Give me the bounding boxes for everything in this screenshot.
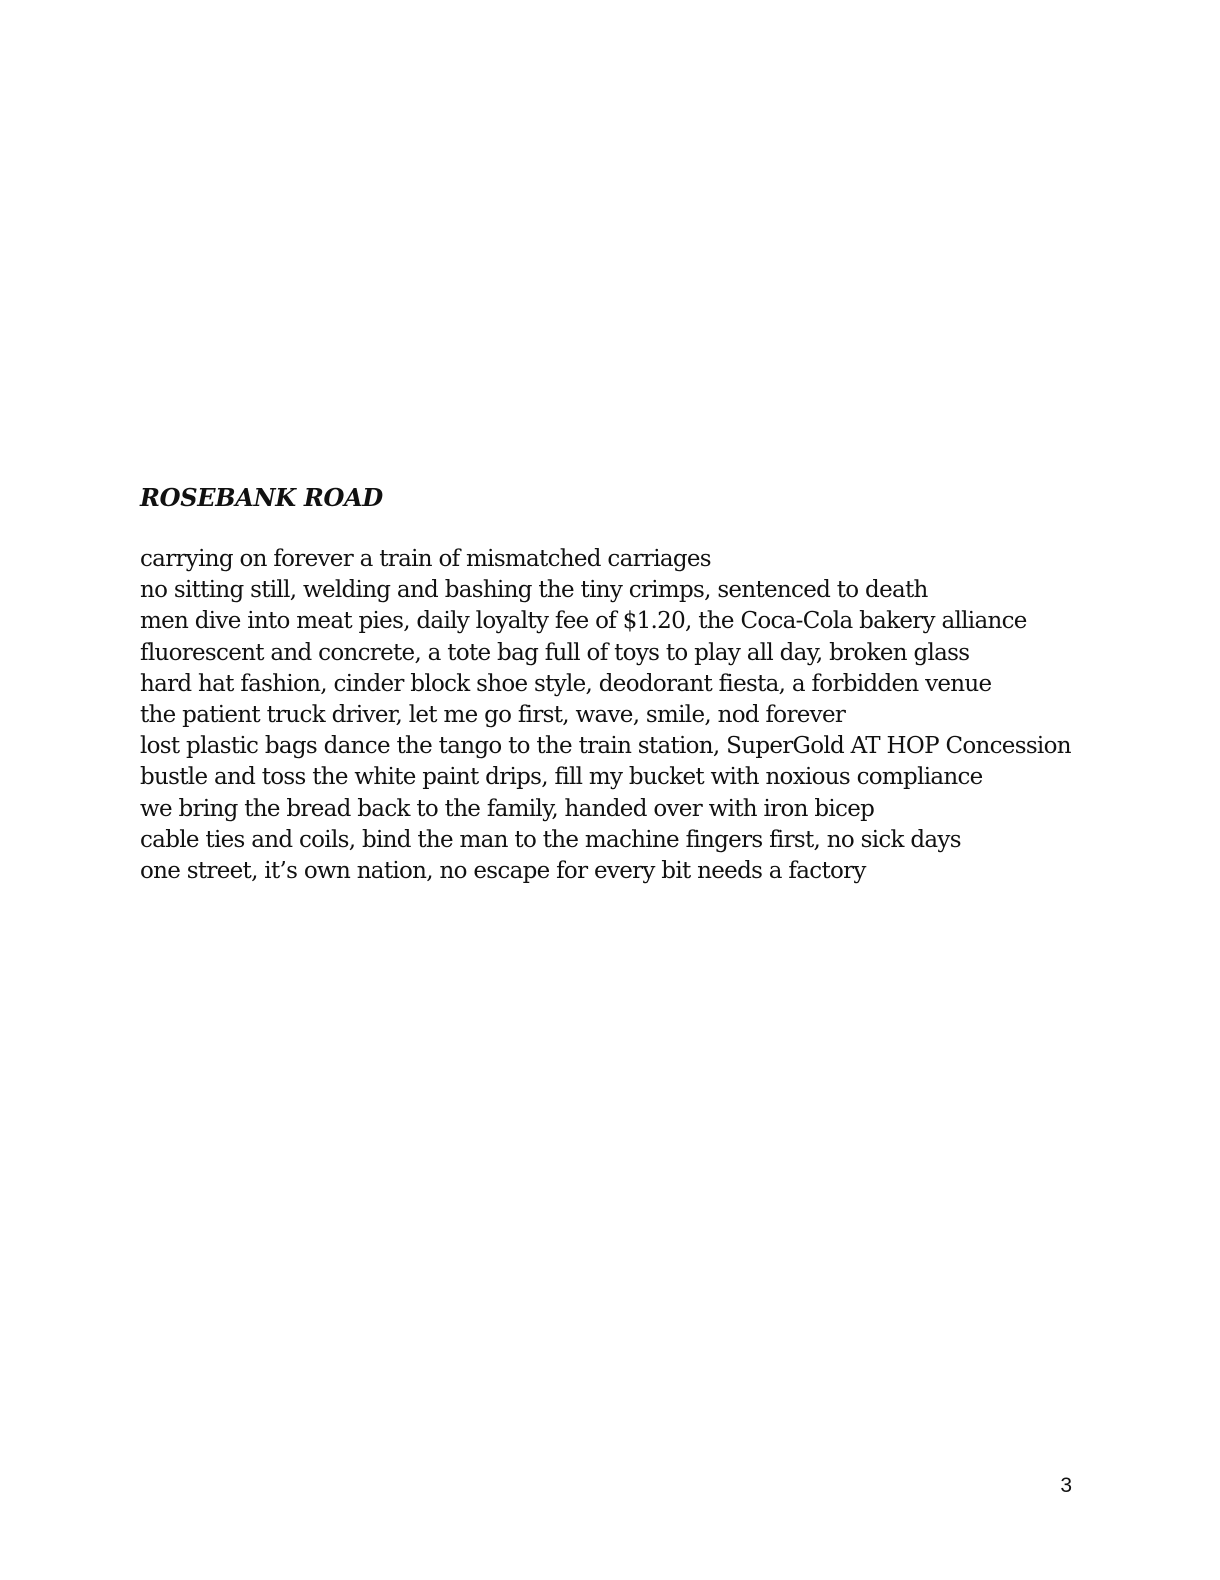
poem-line: one street, it’s own nation, no escape for every bit needs a factory bbox=[140, 858, 866, 885]
poem-line: we bring the bread back to the family, handed over with iron bicep bbox=[140, 795, 875, 822]
poem-line: bustle and toss the white paint drips, fill my bucket with noxious compliance bbox=[140, 764, 983, 791]
poem-line: fluorescent and concrete, a tote bag full of toys to play all day, broken glass bbox=[140, 639, 970, 666]
poem-line: no sitting still, welding and bashing the tiny crimps, sentenced to death bbox=[140, 577, 928, 604]
poem-line: hard hat fashion, cinder block shoe style, deodorant fiesta, a forbidden venue bbox=[140, 670, 992, 697]
page-number: 3 bbox=[1060, 1474, 1072, 1497]
poem-line: men dive into meat pies, daily loyalty fee of $1.20, the Coca-Cola bakery alliance bbox=[140, 608, 1027, 635]
poem-line: cable ties and coils, bind the man to the machine fingers first, no sick days bbox=[140, 826, 961, 853]
poem-line: carrying on forever a train of mismatched carriages bbox=[140, 546, 711, 572]
poem-line: lost plastic bags dance the tango to the train station, SuperGold AT HOP Concession bbox=[140, 733, 1071, 760]
poem-title: ROSEBANK ROAD bbox=[140, 483, 383, 512]
poem-line: the patient truck driver, let me go first, wave, smile, nod forever bbox=[140, 702, 846, 729]
poem-lines bbox=[140, 544, 1140, 887]
poem bbox=[140, 482, 1140, 887]
